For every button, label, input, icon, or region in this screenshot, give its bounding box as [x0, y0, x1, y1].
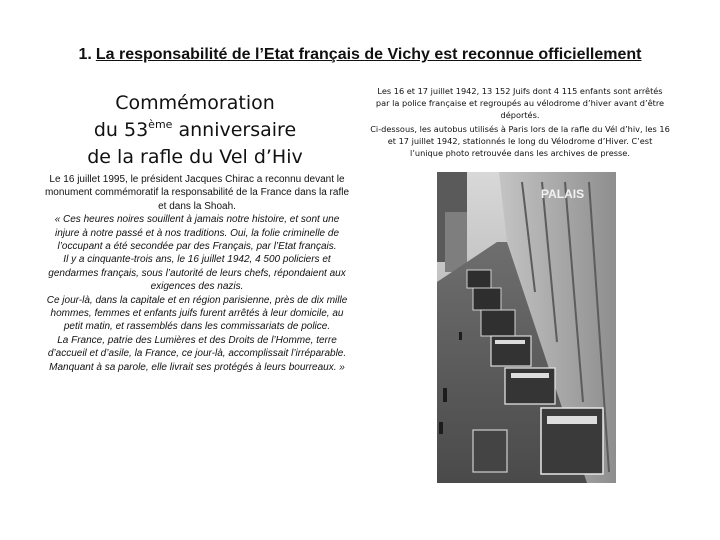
speech-quote-2: Il y a cinquante-trois ans, le 16 juillet 1942, 4 500 policiers et gendarmes français, sous l’autorité de leurs chefs, répondaient aux exigences des nazis. — [48, 254, 346, 293]
caption-paragraph-1: Les 16 et 17 juillet 1942, 13 152 Juifs dont 4 115 enfants sont arrêtés par la police française et regroupés au vélodrome d’hiver avant d’être déportés. — [375, 86, 665, 120]
title-line-2-pre: du 53 — [93, 119, 149, 141]
title-line-2-post: anniversaire — [172, 119, 297, 141]
photo-caption — [370, 85, 670, 159]
far-building — [445, 212, 467, 272]
caption-paragraph-2: Ci-dessous, les autobus utilisés à Paris lors de la rafle du Vél d’hiv, les 16 et 17 juillet 1942, stationnés le long du Vélodrome d’Hiver. C’est l’unique photo retrouvée dans les archives de presse. — [370, 124, 670, 158]
heading-title: La responsabilité de l’Etat français de Vichy est reconnue officiellement — [95, 46, 642, 63]
speech-quote-3: Ce jour-là, dans la capitale et en région parisienne, près de dix mille hommes, femmes et enfants juifs furent arrêtés à leur domicile, au petit matin, et rassemblés dans les commissariats de police. — [46, 294, 348, 333]
speech-quote-1: « Ces heures noires souillent à jamais notre histoire, et sont une injure à notre passé et à nos traditions. Oui, la folie criminelle de l’occupant a été secondée par des Français, par l’Etat français. — [54, 214, 340, 253]
speech-quote-4: La France, patrie des Lumières et des Droits de l’Homme, terre d’accueil et d’asile, la France, ce jour-là, accomplissait l’irréparable. Manquant à sa parole, elle livrait ses protégés à leurs bourreaux. » — [47, 334, 347, 373]
speech-intro: Le 16 juillet 1995, le président Jacques Chirac a reconnu devant le monument commémoratif la responsabilité de la France dans la rafle et dans la Shoah. — [44, 174, 350, 212]
palais-sign: PALAIS — [541, 187, 585, 201]
title-line-2-sup: ème — [148, 118, 173, 131]
photo-drawing — [437, 172, 616, 483]
speech-text — [44, 173, 350, 374]
commemoration-title — [60, 90, 330, 171]
slide-heading — [0, 46, 720, 64]
heading-number: 1. — [78, 46, 92, 63]
title-line-3: de la rafle du Vel d’Hiv — [87, 146, 303, 168]
title-line-2 — [60, 117, 330, 144]
title-line-1: Commémoration — [115, 92, 275, 114]
historical-photo — [437, 172, 616, 483]
